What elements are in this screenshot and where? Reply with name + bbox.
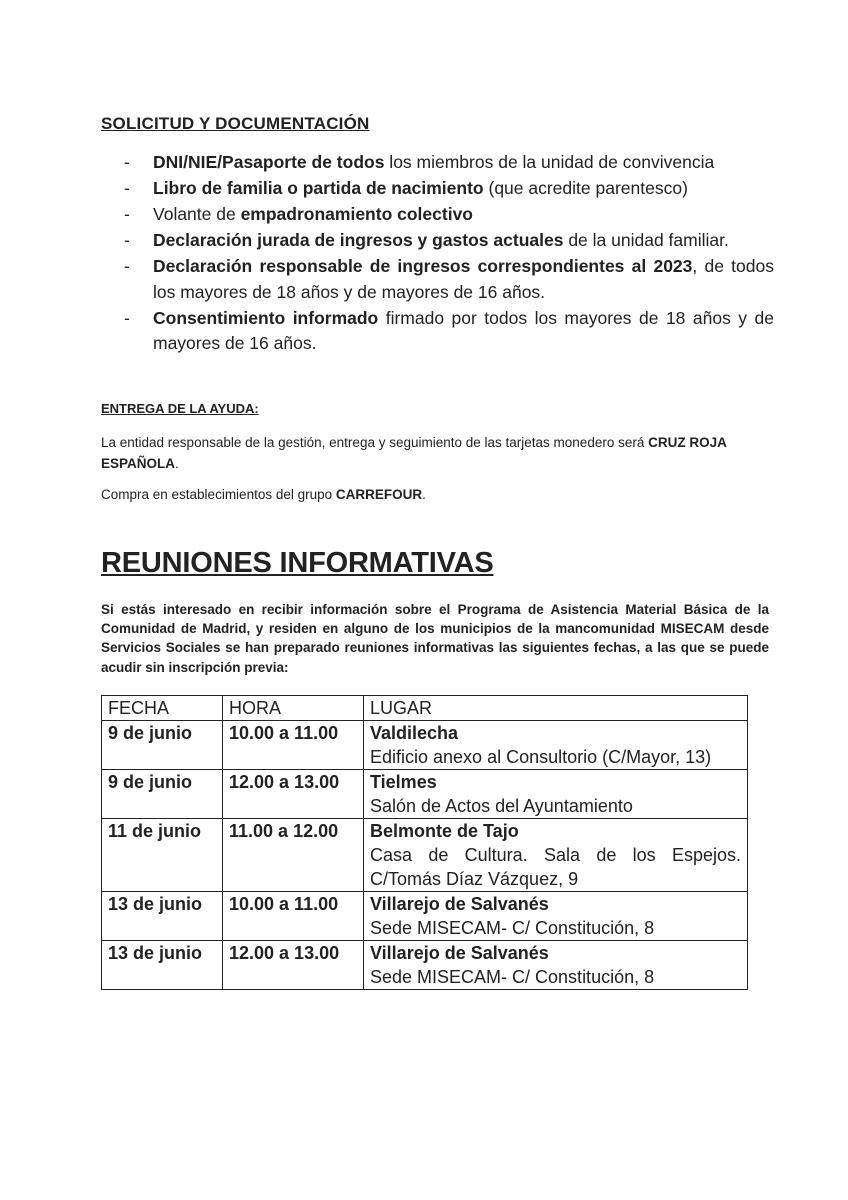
paragraph-text: Compra en establecimientos del grupo (101, 487, 336, 502)
list-item (124, 202, 774, 228)
list-item (124, 254, 774, 305)
cell-time: 10.00 a 11.00 (223, 892, 364, 941)
cell-place (364, 892, 748, 941)
cell-place (364, 941, 748, 990)
cell-place (364, 721, 748, 770)
cell-date: 9 de junio (102, 770, 223, 819)
cell-date: 9 de junio (102, 721, 223, 770)
column-header-place: LUGAR (364, 696, 748, 721)
list-item (124, 306, 774, 357)
cell-time: 10.00 a 11.00 (223, 721, 364, 770)
place-town: Tielmes (370, 772, 437, 792)
list-item-bold: empadronamiento colectivo (240, 204, 473, 224)
column-header-time: HORA (223, 696, 364, 721)
cell-time: 11.00 a 12.00 (223, 819, 364, 892)
list-item (124, 228, 774, 254)
place-town: Villarejo de Salvanés (370, 894, 549, 914)
place-town: Villarejo de Salvanés (370, 943, 549, 963)
place-venue: Salón de Actos del Ayuntamiento (370, 796, 633, 816)
list-item-bold: Libro de familia o partida de nacimiento (153, 178, 484, 198)
list-dash: - (124, 178, 130, 198)
delivery-paragraph-entity (101, 432, 771, 474)
list-item-bold: Declaración responsable de ingresos correspondientes al 2023 (153, 256, 693, 276)
meetings-title: REUNIONES INFORMATIVAS (101, 547, 494, 579)
list-item-bold: Consentimiento informado (153, 307, 379, 328)
cell-date: 13 de junio (102, 892, 223, 941)
place-venue: Sede MISECAM- C/ Constitución, 8 (370, 918, 655, 938)
cell-place (364, 819, 748, 892)
place-venue: Edificio anexo al Consultorio (C/Mayor, 13) (370, 747, 712, 767)
meetings-intro: Si estás interesado en recibir información sobre el Programa de Asistencia Material Básica de la Comunidad de Madrid, y residen en alguno de los municipios de la mancomunidad MISECAM desde Servicios Sociales se han preparado reuniones informativas las siguientes fechas, a las que se puede acudir sin inscripción previa: (101, 602, 769, 675)
list-dash: - (124, 152, 130, 172)
cell-time: 12.00 a 13.00 (223, 770, 364, 819)
list-item (124, 150, 774, 176)
table-row (102, 770, 748, 819)
cell-time: 12.00 a 13.00 (223, 941, 364, 990)
cell-date: 11 de junio (102, 819, 223, 892)
paragraph-end: . (422, 487, 426, 502)
list-item-text: , de todos los mayores de 18 años y de mayores de 16 años. (153, 256, 774, 302)
table-row (102, 721, 748, 770)
list-item-text: de la unidad familiar. (563, 230, 729, 250)
cell-date: 13 de junio (102, 941, 223, 990)
list-item-bold: DNI/NIE/Pasaporte de todos (153, 152, 385, 172)
delivery-title: ENTREGA DE LA AYUDA: (101, 401, 259, 416)
list-item (124, 176, 774, 202)
place-venue: Sede MISECAM- C/ Constitución, 8 (370, 967, 655, 987)
place-venue: Casa de Cultura. Sala de los Espejos. C/Tomás Díaz Vázquez, 9 (370, 845, 741, 889)
cell-place (364, 770, 748, 819)
table-row (102, 941, 748, 990)
delivery-paragraph-store (101, 484, 771, 505)
table-header-row (102, 696, 748, 721)
list-item-text: (que acredite parentesco) (483, 178, 688, 198)
paragraph-bold: CARREFOUR (335, 487, 423, 502)
paragraph-bold: CRUZ ROJA ESPAÑOLA (101, 435, 727, 471)
meetings-table (101, 695, 748, 990)
list-dash: - (124, 204, 130, 224)
list-dash: - (124, 230, 130, 250)
table-row (102, 892, 748, 941)
list-dash: - (124, 256, 130, 276)
place-town: Belmonte de Tajo (370, 821, 519, 841)
list-item-text: los miembros de la unidad de convivencia (384, 152, 715, 172)
paragraph-text: La entidad responsable de la gestión, entrega y seguimiento de las tarjetas monedero será (101, 435, 649, 450)
column-header-date: FECHA (102, 696, 223, 721)
list-item-bold: Declaración jurada de ingresos y gastos actuales (153, 230, 564, 250)
list-item-text: Volante de (153, 204, 241, 224)
list-dash: - (124, 307, 130, 328)
documentation-list (124, 150, 774, 357)
table-row (102, 819, 748, 892)
list-item-text: firmado por todos los mayores de 18 años y de mayores de 16 años. (153, 307, 774, 353)
place-town: Valdilecha (370, 723, 459, 743)
paragraph-end: . (175, 456, 179, 471)
section-title-documentation: SOLICITUD Y DOCUMENTACIÓN (101, 114, 370, 133)
